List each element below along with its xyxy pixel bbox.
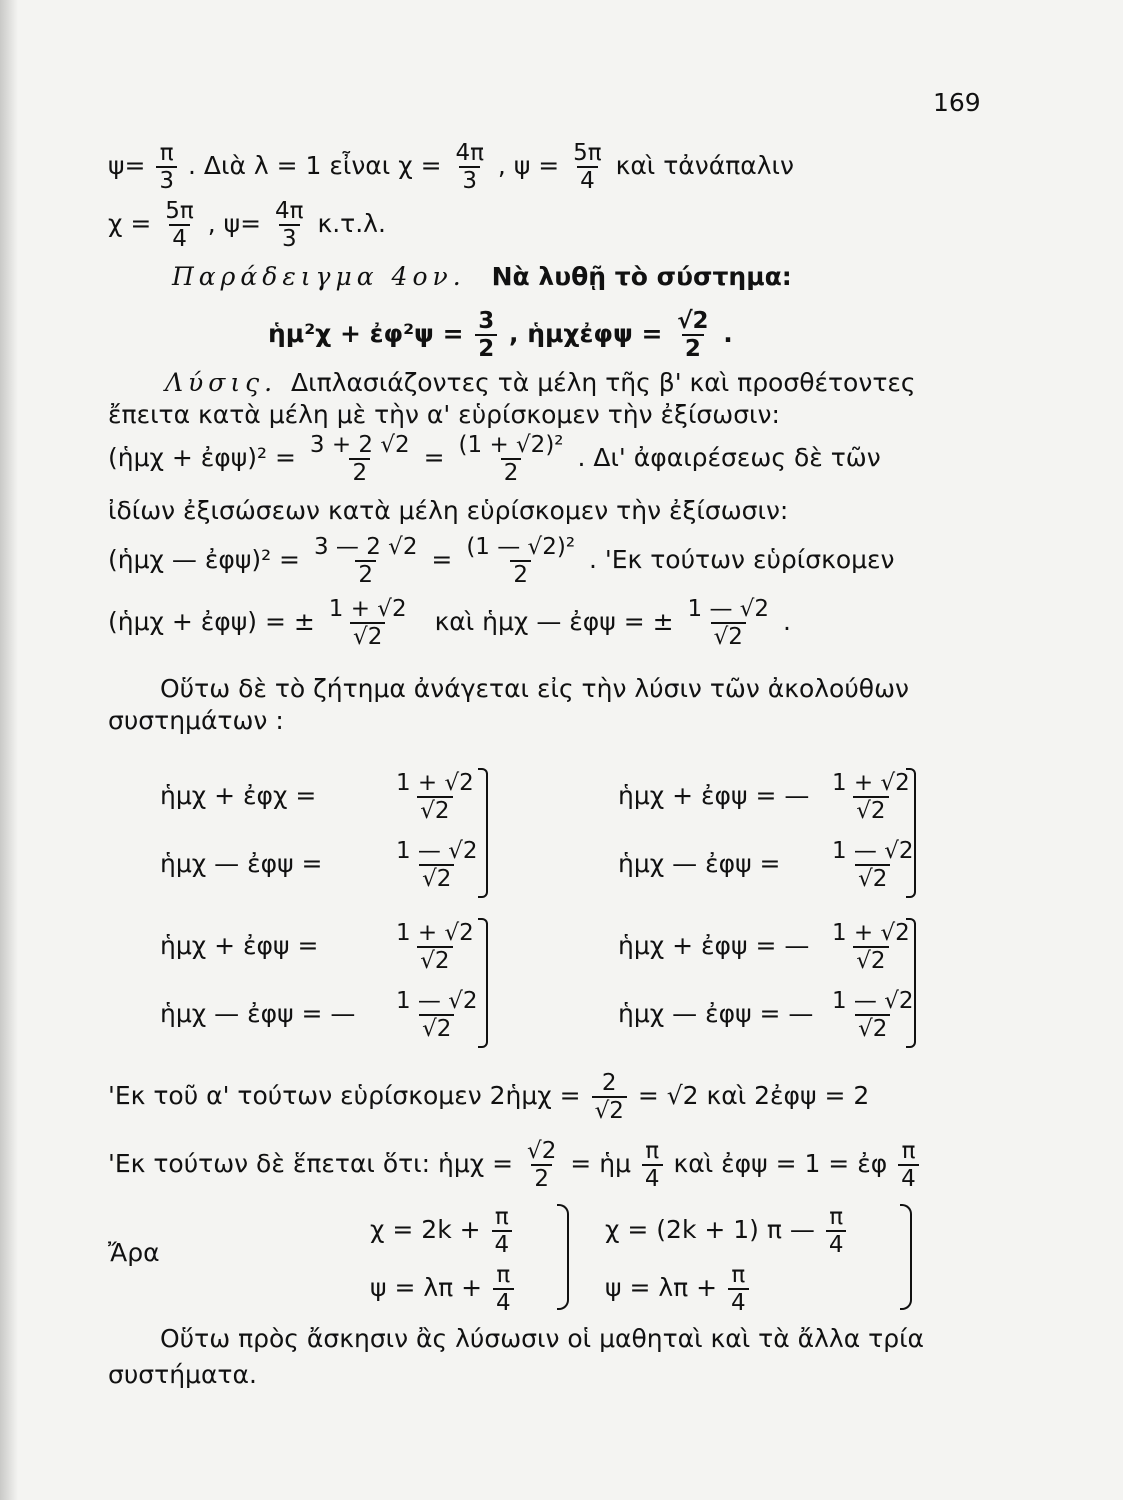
- system-2-eq-1: [618, 770, 916, 824]
- ara-row-1: [370, 1204, 515, 1258]
- fraction: [156, 140, 177, 194]
- fraction: [393, 770, 477, 824]
- lhs: ἡμχ + ἐφψ =: [160, 931, 319, 960]
- numerator: 1 — √2: [831, 988, 914, 1014]
- text: καὶ ἡμχ — ἐφψ = ±: [434, 607, 674, 636]
- text: χ =: [108, 209, 152, 238]
- denominator: 4: [493, 1288, 514, 1316]
- lhs: ἡμχ — ἐφψ = —: [618, 999, 814, 1028]
- denominator: √2: [592, 1096, 627, 1124]
- text: ψ=: [108, 151, 146, 180]
- fraction: [685, 596, 773, 650]
- denominator: √2: [419, 1014, 454, 1042]
- solution-line-2: ἔπειτα κατὰ μέλη μὲ τὴν α' εὑρίσκομεν τὴν ἐξίσωσιν:: [108, 400, 780, 429]
- numerator: 3 + 2 √2: [309, 432, 410, 458]
- fraction: [642, 1138, 663, 1192]
- lhs: ἡμχ — ἐφψ =: [618, 849, 781, 878]
- numerator: 1 + √2: [395, 920, 474, 946]
- denominator: 4: [898, 1164, 919, 1192]
- text: ψ = λπ +: [605, 1273, 718, 1302]
- numerator: 1 + √2: [328, 596, 407, 622]
- ara-label: Ἄρα: [108, 1238, 160, 1267]
- system-3-eq-2: [160, 988, 484, 1042]
- text: καὶ τἀνάπαλιν: [615, 151, 794, 180]
- fraction: [829, 988, 917, 1042]
- then-result: [108, 1138, 922, 1192]
- numerator: 1 + √2: [831, 770, 910, 796]
- numerator: (1 — √2)²: [466, 534, 576, 560]
- closing-line-1: Οὕτω πρὸς ἄσκησιν ἂς λύσωσιν οἱ μαθηταὶ καὶ τὰ ἄλλα τρία: [160, 1324, 925, 1353]
- denominator: √2: [855, 864, 890, 892]
- fraction: [829, 770, 913, 824]
- denominator: 4: [826, 1230, 847, 1258]
- text: = √2 καὶ 2ἐφψ = 2: [637, 1081, 870, 1110]
- fraction: [475, 308, 497, 362]
- denominator: 3: [279, 224, 300, 252]
- system-3-brace: [478, 918, 488, 1048]
- system-2-eq-2: [618, 838, 920, 892]
- solution-line-1: [165, 368, 916, 398]
- lhs: ἡμχ + ἐφψ = —: [618, 931, 810, 960]
- fraction: [463, 534, 578, 588]
- reduce-line-1: Οὕτω δὲ τὸ ζήτημα ἀνάγεται εἰς τὴν λύσιν τῶν ἀκολούθων: [160, 674, 909, 703]
- equation-sum-squared: [108, 432, 881, 486]
- numerator: √2: [527, 1138, 557, 1164]
- ara-row-2: [370, 1262, 517, 1316]
- text: χ = 2k +: [370, 1215, 481, 1244]
- numerator: π: [496, 1262, 511, 1288]
- fraction: [493, 1262, 514, 1316]
- lhs: ἡμχ — ἐφψ = —: [160, 999, 356, 1028]
- denominator: √2: [853, 796, 888, 824]
- fraction: [898, 1138, 919, 1192]
- text: Διπλασιάζοντες τὰ μέλη τῆς β' καὶ προσθέτοντες: [291, 368, 916, 397]
- example-label: Παράδειγμα 4ον.: [172, 262, 466, 291]
- fraction: [826, 1204, 847, 1258]
- page-edge-shadow: [0, 0, 18, 1500]
- closing-line-2: συστήματα.: [108, 1360, 257, 1389]
- text: (ἡμχ — ἐφψ)² =: [108, 545, 301, 574]
- denominator: 4: [728, 1288, 749, 1316]
- fraction: [311, 534, 421, 588]
- lhs: ἡμχ + ἐφχ =: [160, 781, 317, 810]
- system-2-brace: [906, 768, 916, 898]
- denominator: √2: [853, 946, 888, 974]
- system-4-brace: [906, 918, 916, 1048]
- example-heading: [172, 262, 792, 292]
- reduce-line-2: συστημάτων :: [108, 706, 284, 735]
- fraction: [492, 1204, 513, 1258]
- denominator: 2: [501, 458, 522, 486]
- text: ψ = λπ +: [370, 1273, 483, 1302]
- denominator: √2: [350, 622, 385, 650]
- fraction: [456, 432, 567, 486]
- numerator: 4π: [275, 198, 304, 224]
- fraction: [570, 140, 604, 194]
- text: =: [431, 545, 453, 574]
- denominator: √2: [419, 864, 454, 892]
- text: , ψ =: [497, 151, 560, 180]
- system-1-eq-2: [160, 838, 484, 892]
- text: κ.τ.λ.: [317, 209, 386, 238]
- text: (ἡμχ + ἐφψ) = ±: [108, 607, 315, 636]
- numerator: π: [731, 1262, 746, 1288]
- text: . Δι' ἀφαιρέσεως δὲ τῶν: [577, 443, 881, 472]
- denominator: √2: [417, 946, 452, 974]
- fraction: [829, 920, 913, 974]
- fraction: [524, 1138, 559, 1192]
- denominator: 2: [682, 334, 704, 362]
- fraction: [592, 1070, 627, 1124]
- example-text: Νὰ λυθῇ τὸ σύστημα:: [491, 262, 792, 291]
- fraction: [326, 596, 410, 650]
- denominator: 4: [642, 1164, 663, 1192]
- ara-row-4: [605, 1262, 752, 1316]
- fraction: [162, 198, 196, 252]
- fraction: [272, 198, 306, 252]
- denominator: √2: [711, 622, 746, 650]
- numerator: π: [159, 140, 174, 166]
- numerator: 2: [601, 1070, 617, 1096]
- numerator: 3 — 2 √2: [313, 534, 418, 560]
- equation-line-2: [108, 198, 386, 252]
- equation-diff-squared: [108, 534, 895, 588]
- text: ἡμ²χ + ἐφ²ψ =: [268, 319, 464, 348]
- numerator: 4π: [455, 140, 484, 166]
- text: καὶ ἐφψ = 1 = ἐφ: [673, 1149, 888, 1178]
- numerator: π: [829, 1204, 844, 1230]
- text: . 'Εκ τούτων εὑρίσκομεν: [589, 545, 895, 574]
- fraction: [452, 140, 486, 194]
- ara-row-3: [605, 1204, 849, 1258]
- system-1-eq-1: [160, 770, 480, 824]
- equation-line-1: [108, 140, 794, 194]
- denominator: 2: [510, 560, 531, 588]
- denominator: 3: [156, 166, 177, 194]
- text-line-idion: ἰδίων ἐξισώσεων κατὰ μέλη εὑρίσκομεν τὴν ἐξίσωσιν:: [108, 496, 789, 525]
- fraction: [393, 838, 481, 892]
- numerator: π: [645, 1138, 660, 1164]
- text: = ἡμ: [570, 1149, 631, 1178]
- fraction: [829, 838, 917, 892]
- equation-roots: [108, 596, 791, 650]
- text: .: [723, 319, 733, 348]
- denominator: 2: [355, 560, 376, 588]
- numerator: 5π: [573, 140, 602, 166]
- ara-brace-right: [900, 1204, 912, 1310]
- fraction: [393, 920, 477, 974]
- solution-label: Λύσις.: [165, 368, 278, 397]
- numerator: 1 + √2: [395, 770, 474, 796]
- numerator: 1 — √2: [395, 988, 478, 1014]
- numerator: 5π: [165, 198, 194, 224]
- text: , ἡμχἐφψ =: [509, 319, 663, 348]
- numerator: π: [901, 1138, 916, 1164]
- numerator: (1 + √2)²: [458, 432, 564, 458]
- fraction: [307, 432, 413, 486]
- system-3-eq-1: [160, 920, 480, 974]
- fraction: [674, 308, 711, 362]
- text: =: [423, 443, 445, 472]
- denominator: 4: [577, 166, 598, 194]
- numerator: 1 — √2: [395, 838, 478, 864]
- fraction: [393, 988, 481, 1042]
- text: χ = (2k + 1) π —: [605, 1215, 815, 1244]
- denominator: √2: [417, 796, 452, 824]
- denominator: 2: [349, 458, 370, 486]
- numerator: √2: [677, 308, 709, 334]
- ara-brace-left: [557, 1204, 569, 1310]
- system-4-eq-2: [618, 988, 920, 1042]
- first-system-result: [108, 1070, 869, 1124]
- page-number: 169: [933, 88, 981, 117]
- text: .: [783, 607, 791, 636]
- denominator: 4: [169, 224, 190, 252]
- numerator: 1 — √2: [687, 596, 770, 622]
- system-4-eq-1: [618, 920, 916, 974]
- lhs: ἡμχ + ἐφψ = —: [618, 781, 810, 810]
- system-equation: [268, 308, 733, 362]
- text: . Διὰ λ = 1 εἶναι χ =: [188, 151, 442, 180]
- text: 'Εκ τούτων δὲ ἕπεται ὅτι: ἡμχ =: [108, 1149, 514, 1178]
- denominator: 2: [475, 334, 497, 362]
- numerator: π: [494, 1204, 509, 1230]
- denominator: 2: [531, 1164, 552, 1192]
- text: , ψ=: [207, 209, 262, 238]
- text: (ἡμχ + ἐφψ)² =: [108, 443, 296, 472]
- lhs: ἡμχ — ἐφψ =: [160, 849, 323, 878]
- system-1-brace: [478, 768, 488, 898]
- numerator: 3: [478, 308, 495, 334]
- numerator: 1 + √2: [831, 920, 910, 946]
- text: 'Εκ τοῦ α' τούτων εὑρίσκομεν 2ἡμχ =: [108, 1081, 581, 1110]
- denominator: √2: [855, 1014, 890, 1042]
- denominator: 3: [459, 166, 480, 194]
- denominator: 4: [492, 1230, 513, 1258]
- fraction: [728, 1262, 749, 1316]
- numerator: 1 — √2: [831, 838, 914, 864]
